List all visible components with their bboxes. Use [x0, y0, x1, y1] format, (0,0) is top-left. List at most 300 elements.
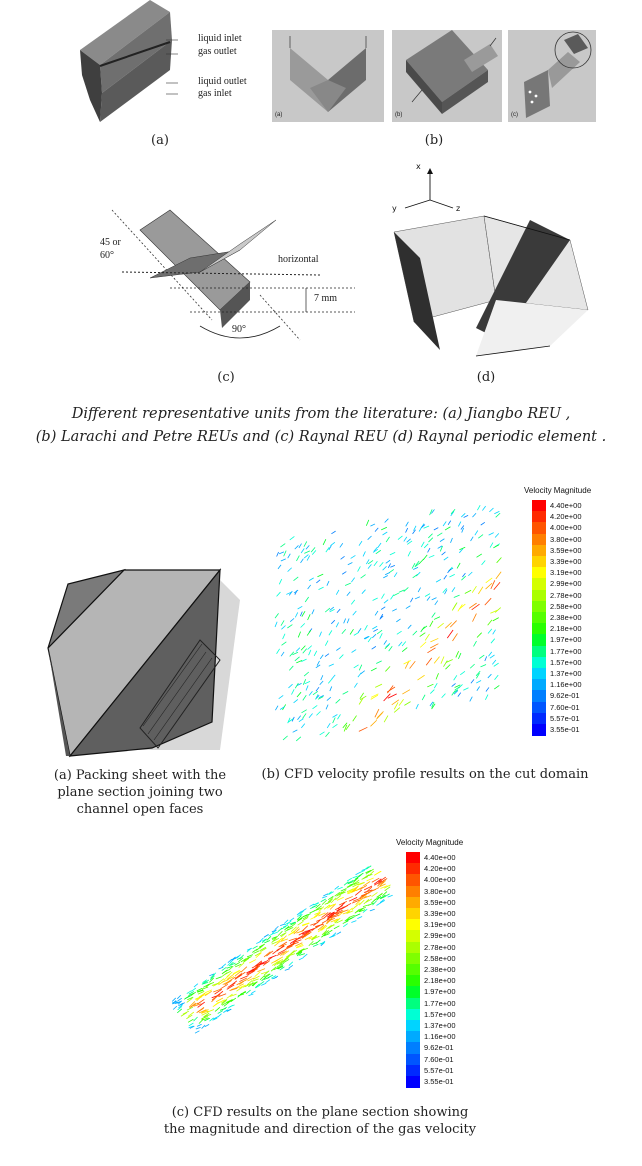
velocity-vector: [327, 723, 330, 728]
velocity-vector: [451, 538, 453, 543]
velocity-vector: [377, 630, 382, 634]
cfd-vector-field-b: [255, 500, 505, 760]
velocity-vector: [296, 648, 300, 652]
velocity-vector: [222, 964, 226, 967]
velocity-vector: [278, 565, 281, 569]
velocity-vector: [454, 675, 457, 680]
velocity-vector: [430, 644, 438, 648]
velocity-vector: [417, 675, 424, 680]
legend-b-tick-label: 2.58e+00: [550, 601, 582, 611]
velocity-vector: [468, 572, 472, 576]
velocity-vector: [321, 675, 323, 680]
velocity-vector: [303, 954, 307, 957]
legend-c-swatch: [406, 1065, 420, 1077]
velocity-vector: [199, 993, 204, 998]
velocity-vector: [246, 990, 250, 994]
velocity-vector: [320, 681, 323, 685]
velocity-vector: [471, 679, 474, 683]
velocity-vector: [488, 674, 492, 678]
velocity-vector: [368, 560, 373, 564]
figure2-caption-c: (c) CFD results on the plane section showing the magnitude and direction of the gas velocity: [163, 1105, 477, 1137]
velocity-vector: [327, 930, 332, 933]
velocity-vector: [299, 544, 302, 548]
velocity-vector: [430, 690, 434, 694]
velocity-vector: [345, 583, 351, 585]
velocity-vector: [494, 685, 499, 689]
legend-c-swatch: [406, 897, 420, 909]
velocity-vector: [461, 576, 465, 580]
velocity-vector: [382, 892, 386, 896]
velocity-vector: [377, 711, 383, 717]
velocity-vector: [404, 537, 407, 542]
velocity-vector: [347, 618, 349, 623]
velocity-vector: [373, 629, 377, 631]
velocity-vector: [479, 655, 484, 659]
velocity-vector: [345, 896, 353, 899]
velocity-vector: [481, 522, 485, 525]
velocity-vector: [488, 620, 492, 625]
velocity-vector: [330, 686, 332, 691]
velocity-vector: [302, 710, 307, 713]
velocity-vector: [420, 642, 426, 647]
label-gas-inlet: gas inlet: [198, 88, 232, 99]
velocity-vector: [330, 542, 334, 545]
velocity-vector: [392, 609, 397, 611]
figure1-caption-d: (d): [476, 370, 496, 385]
velocity-vector: [381, 527, 387, 530]
velocity-vector: [199, 1019, 203, 1023]
figure2-panel-a: [40, 560, 240, 760]
velocity-vector: [195, 1031, 199, 1033]
velocity-vector: [311, 547, 315, 552]
legend-c-tick-label: 1.77e+00: [424, 998, 456, 1008]
velocity-vector: [323, 894, 328, 896]
velocity-vector: [249, 960, 256, 963]
velocity-vector: [413, 567, 418, 569]
velocity-vector: [386, 560, 390, 563]
velocity-vector: [297, 716, 300, 720]
velocity-vector: [397, 631, 402, 634]
velocity-vector: [309, 578, 314, 581]
velocity-vector: [189, 1023, 194, 1026]
label-gas-outlet: gas outlet: [198, 46, 237, 57]
velocity-vector: [477, 633, 482, 638]
velocity-vector: [281, 652, 284, 656]
velocity-vector: [442, 694, 446, 698]
velocity-vector: [295, 657, 300, 661]
velocity-vector: [342, 572, 346, 575]
velocity-vector: [313, 691, 318, 695]
legend-c-title: Velocity Magnitude: [396, 838, 464, 847]
velocity-vector: [339, 655, 343, 659]
legend-c-tick-label: 2.58e+00: [424, 953, 456, 963]
velocity-vector: [427, 648, 435, 653]
velocity-vector: [281, 559, 286, 561]
velocity-vector: [291, 689, 294, 694]
velocity-vector: [354, 665, 359, 668]
velocity-vector: [464, 515, 468, 517]
legend-c-tick-label: 2.78e+00: [424, 942, 456, 952]
velocity-vector: [452, 683, 456, 686]
velocity-vector: [416, 704, 418, 709]
velocity-vector: [361, 575, 366, 579]
velocity-vector: [268, 955, 276, 958]
velocity-vector: [366, 874, 372, 876]
velocity-vector: [306, 545, 309, 549]
legend-c-swatch: [406, 852, 420, 864]
velocity-vector: [445, 622, 451, 628]
legend-c-tick-label: 1.97e+00: [424, 987, 456, 997]
legend-b-tick-label: 3.80e+00: [550, 534, 582, 544]
velocity-vector: [337, 714, 340, 719]
velocity-vector: [310, 904, 315, 906]
velocity-vector: [290, 536, 295, 540]
velocity-vector: [470, 664, 474, 668]
velocity-vector: [375, 528, 378, 532]
velocity-vector: [348, 563, 353, 565]
velocity-vector: [495, 675, 499, 680]
velocity-vector: [399, 699, 404, 705]
velocity-vector: [280, 924, 285, 926]
velocity-vector: [376, 903, 380, 906]
velocity-vector: [293, 730, 298, 732]
velocity-vector: [383, 576, 388, 578]
petre-reu-c: [508, 30, 596, 122]
legend-b-swatch: [532, 522, 546, 534]
velocity-vector: [281, 625, 285, 629]
velocity-vector: [486, 687, 489, 691]
velocity-vector: [307, 630, 311, 635]
velocity-vector: [326, 705, 328, 710]
legend-c-swatch: [406, 964, 420, 976]
velocity-vector: [351, 921, 356, 923]
velocity-vector: [496, 572, 501, 579]
legend-b-tick-label: 2.38e+00: [550, 613, 582, 622]
velocity-vector: [291, 927, 296, 932]
velocity-vector: [287, 625, 292, 628]
velocity-vector: [402, 641, 406, 645]
velocity-vector: [490, 543, 493, 548]
velocity-vector: [295, 683, 298, 688]
velocity-vector: [376, 661, 381, 664]
velocity-vector: [304, 551, 310, 554]
velocity-vector: [295, 612, 297, 617]
velocity-vector: [485, 598, 491, 605]
velocity-vector: [218, 1011, 223, 1014]
velocity-vector: [394, 572, 397, 577]
legend-b-swatch: [532, 500, 546, 512]
velocity-vector: [381, 594, 384, 599]
velocity-vector: [347, 592, 350, 596]
velocity-vector: [290, 618, 294, 621]
velocity-vector: [481, 665, 487, 667]
velocity-vector: [303, 679, 305, 685]
velocity-vector: [441, 656, 444, 663]
figure2-caption-b: (b) CFD velocity profile results on the cut domain: [261, 767, 589, 782]
velocity-vector: [404, 661, 411, 664]
figure2-caption-a: (a) Packing sheet with the plane section joining two channel open faces: [53, 768, 227, 817]
figure1-caption-line2: (b) Larachi and Petre REUs and (c) Raynal REU (d) Raynal periodic element .: [35, 429, 607, 445]
legend-c-swatch: [406, 908, 420, 920]
velocity-vector: [316, 580, 320, 583]
velocity-vector: [260, 938, 264, 942]
velocity-vector: [264, 952, 270, 957]
velocity-vector: [336, 622, 338, 627]
velocity-vector: [363, 551, 365, 556]
velocity-vector: [313, 944, 318, 946]
velocity-vector: [322, 896, 327, 898]
velocity-vector: [296, 556, 299, 561]
velocity-vector: [316, 665, 320, 668]
velocity-vector: [491, 639, 495, 644]
velocity-vector: [296, 660, 302, 662]
velocity-vector: [275, 613, 279, 618]
velocity-vector: [353, 611, 357, 615]
legend-b-tick-label: 1.37e+00: [550, 669, 582, 678]
axis-y-label: y: [392, 204, 397, 213]
velocity-vector: [387, 686, 393, 694]
velocity-vector: [473, 641, 476, 646]
velocity-vector: [301, 646, 305, 651]
velocity-vector: [331, 620, 335, 624]
velocity-vector: [358, 873, 363, 876]
petre-sub-c-label: (c): [511, 112, 518, 118]
legend-c-swatch: [406, 1076, 420, 1088]
velocity-vector: [303, 649, 307, 654]
velocity-vector: [444, 557, 448, 560]
legend-c-swatch: [406, 953, 420, 965]
figure1-caption-c: (c): [217, 370, 235, 385]
legend-b-tick-label: 5.57e-01: [550, 713, 580, 723]
velocity-vector: [434, 617, 440, 620]
velocity-vector: [404, 702, 410, 706]
velocity-vector: [283, 634, 285, 639]
velocity-vector: [389, 646, 393, 651]
velocity-vector: [445, 527, 450, 530]
axis-x-label: x: [416, 162, 421, 171]
larachi-reu-a: [272, 30, 384, 122]
velocity-vector: [316, 940, 320, 944]
velocity-vector: [181, 1013, 187, 1017]
velocity-vector: [194, 984, 198, 987]
velocity-vector: [248, 994, 253, 996]
velocity-vector: [432, 613, 436, 618]
legend-b-swatch: [532, 634, 546, 646]
velocity-vector: [452, 690, 456, 695]
velocity-vector: [373, 598, 378, 601]
velocity-vector: [490, 655, 495, 658]
legend-c-swatch: [406, 863, 420, 875]
velocity-vector: [275, 706, 278, 710]
velocity-vector: [442, 552, 446, 555]
velocity-vector: [378, 543, 381, 548]
velocity-vector: [235, 973, 242, 978]
velocity-vector: [471, 537, 474, 541]
velocity-vector: [361, 671, 365, 674]
velocity-vector: [331, 531, 335, 534]
velocity-vector: [454, 595, 460, 597]
velocity-vector: [325, 732, 329, 737]
velocity-vector: [327, 581, 329, 586]
label-liquid-inlet: liquid inlet: [198, 33, 242, 44]
velocity-vector: [372, 626, 377, 629]
velocity-vector: [337, 932, 341, 935]
legend-c-swatch: [406, 998, 420, 1010]
velocity-vector: [266, 980, 270, 983]
velocity-vector: [390, 565, 395, 567]
velocity-vector: [261, 983, 266, 985]
legend-c-tick-label: 5.57e-01: [424, 1065, 454, 1075]
velocity-vector: [394, 593, 399, 596]
velocity-vector: [448, 569, 451, 573]
legend-b-tick-label: 3.19e+00: [550, 568, 582, 578]
velocity-vector: [221, 984, 228, 988]
velocity-vector: [307, 556, 310, 561]
velocity-vector: [402, 690, 410, 694]
velocity-vector: [476, 680, 481, 683]
velocity-vector: [218, 979, 224, 983]
legend-b-swatch: [532, 612, 546, 624]
velocity-vector: [340, 543, 343, 547]
velocity-vector: [410, 661, 416, 668]
velocity-vector: [289, 666, 293, 670]
velocity-vector: [351, 555, 356, 558]
velocity-vector: [385, 666, 390, 671]
velocity-vector: [456, 651, 459, 657]
velocity-vector: [386, 537, 389, 542]
velocity-vector: [408, 625, 411, 629]
velocity-vector: [177, 995, 180, 999]
velocity-vector: [385, 519, 389, 523]
figure1-caption-a: (a): [151, 133, 169, 148]
velocity-vector: [472, 614, 476, 622]
velocity-vector: [302, 926, 308, 932]
velocity-vector: [428, 538, 432, 542]
velocity-vector: [493, 618, 499, 621]
velocity-vector: [356, 872, 361, 874]
velocity-vector: [279, 552, 284, 554]
legend-b-swatch: [532, 679, 546, 691]
velocity-vector: [434, 657, 439, 664]
velocity-vector: [342, 629, 346, 634]
velocity-vector: [418, 588, 420, 592]
velocity-vector: [295, 545, 299, 549]
velocity-vector: [308, 585, 311, 589]
velocity-vector: [494, 663, 499, 666]
legend-b-tick-label: 1.77e+00: [550, 646, 582, 656]
legend-b-tick-label: 2.78e+00: [550, 590, 582, 600]
velocity-vector: [426, 658, 432, 665]
velocity-vector: [304, 672, 309, 676]
legend-b-swatch: [532, 713, 546, 725]
velocity-vector: [313, 705, 318, 708]
velocity-vector: [333, 715, 338, 718]
larachi-sub-a-label: (a): [275, 112, 283, 118]
velocity-vector: [296, 737, 301, 741]
velocity-vector: [329, 630, 332, 635]
velocity-vector: [425, 594, 430, 597]
legend-c-tick-label: 2.99e+00: [424, 931, 456, 941]
velocity-vector: [434, 528, 438, 530]
gap-label: 7 mm: [314, 293, 338, 304]
velocity-vector: [309, 650, 311, 655]
velocity-vector: [390, 552, 395, 554]
velocity-vector: [413, 574, 418, 577]
velocity-vector: [312, 609, 314, 614]
legend-b-tick-label: 4.00e+00: [550, 523, 582, 533]
velocity-vector: [427, 597, 430, 601]
velocity-vector: [316, 687, 319, 691]
legend-b-swatch: [532, 534, 546, 546]
velocity-vector: [413, 631, 417, 635]
legend-b-swatch: [532, 690, 546, 702]
velocity-vector: [478, 587, 483, 594]
velocity-vector: [383, 532, 388, 535]
velocity-vector: [325, 641, 328, 646]
velocity-vector: [424, 544, 428, 548]
velocity-vector: [368, 637, 371, 642]
velocity-vector: [300, 612, 302, 617]
velocity-vector: [277, 592, 281, 596]
velocity-vector: [325, 902, 331, 905]
legend-c-tick-label: 7.60e-01: [424, 1054, 454, 1064]
velocity-vector: [334, 926, 340, 929]
velocity-vector: [316, 918, 324, 921]
velocity-vector: [290, 918, 294, 921]
velocity-vector: [241, 967, 247, 973]
velocity-vector: [435, 601, 438, 605]
velocity-vector: [394, 702, 398, 709]
velocity-vector: [427, 684, 433, 687]
velocity-vector: [325, 608, 330, 612]
velocity-vector: [298, 606, 303, 609]
velocity-vector: [477, 686, 480, 690]
velocity-vector: [357, 916, 362, 918]
velocity-vector: [380, 633, 383, 638]
velocity-vector: [458, 684, 462, 688]
velocity-vector: [304, 541, 307, 546]
velocity-vector: [294, 699, 298, 702]
velocity-vector: [358, 628, 361, 632]
velocity-vector: [457, 563, 460, 569]
velocity-vector: [384, 600, 388, 603]
horizontal-label: horizontal: [278, 254, 319, 265]
velocity-vector: [325, 654, 329, 657]
velocity-vector: [362, 590, 366, 594]
figure2-legend-b: [512, 486, 632, 736]
velocity-vector: [370, 720, 376, 726]
figure2-legend-c: [392, 838, 512, 1098]
velocity-vector: [406, 606, 411, 609]
velocity-vector: [301, 724, 304, 728]
velocity-vector: [209, 1018, 213, 1021]
velocity-vector: [294, 577, 299, 581]
velocity-vector: [333, 724, 338, 727]
velocity-vector: [336, 590, 339, 595]
velocity-vector: [297, 692, 301, 697]
figure1-panel-b: [272, 30, 632, 122]
velocity-vector: [458, 653, 461, 659]
velocity-vector: [328, 679, 332, 683]
velocity-vector: [275, 926, 279, 930]
legend-b-swatch: [532, 668, 546, 680]
velocity-vector: [256, 941, 261, 943]
legend-b-swatch: [532, 724, 546, 736]
velocity-vector: [477, 554, 482, 557]
velocity-vector: [320, 732, 325, 735]
legend-b-swatch: [532, 590, 546, 602]
velocity-vector: [277, 552, 279, 557]
